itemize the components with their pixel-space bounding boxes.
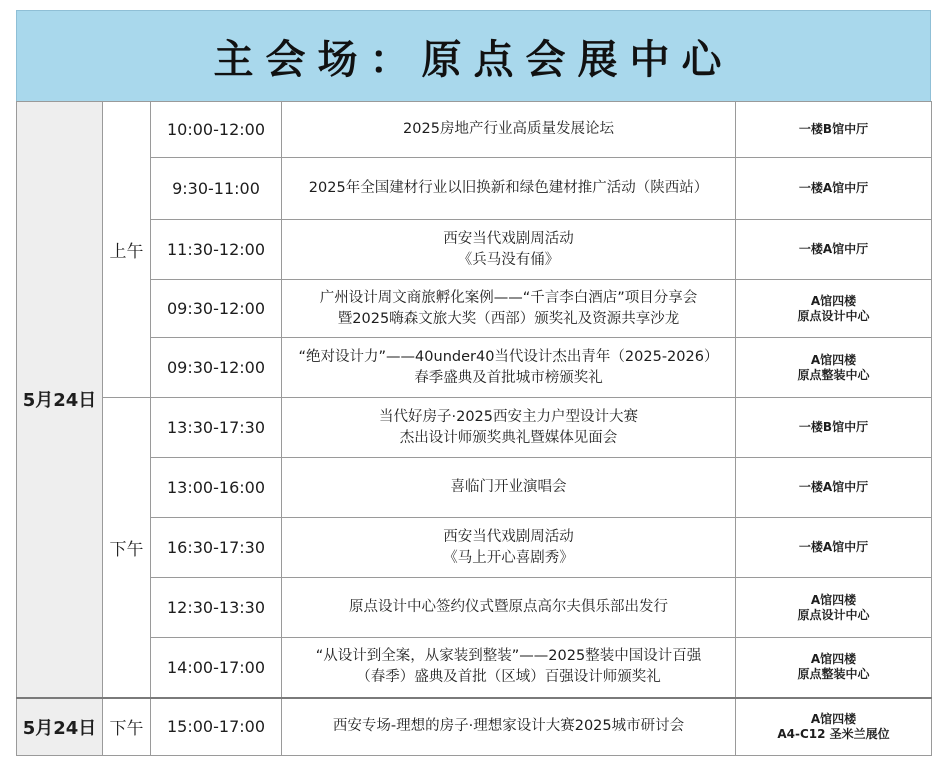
location-cell-line: 原点设计中心 bbox=[797, 607, 870, 622]
event-cell-line: 西安专场-理想的房子·理想家设计大赛2025城市研讨会 bbox=[332, 718, 685, 735]
time-cell bbox=[151, 280, 282, 338]
event-cell-line: 当代好房子·2025西安主力户型设计大赛 bbox=[378, 408, 638, 425]
event-cell-line: 《马上开心喜剧秀》 bbox=[443, 549, 574, 566]
event-cell bbox=[282, 518, 736, 578]
event-cell-line: 2025房地产行业高质量发展论坛 bbox=[403, 121, 614, 137]
location-cell bbox=[736, 338, 932, 398]
time-cell-line: 09:30-12:00 bbox=[167, 358, 265, 377]
time-cell bbox=[151, 638, 282, 698]
time-cell-line: 11:30-12:00 bbox=[167, 240, 265, 259]
location-cell-line: A馆四楼 bbox=[810, 352, 857, 367]
time-cell-line: 12:30-13:30 bbox=[167, 598, 265, 617]
event-cell bbox=[282, 398, 736, 458]
time-cell bbox=[151, 698, 282, 756]
location-cell-line: A馆四楼 bbox=[810, 592, 857, 607]
event-cell-line: 暨2025嗨森文旅大奖（西部）颁奖礼及资源共享沙龙 bbox=[337, 310, 680, 327]
location-cell-line: 一楼B馆中厅 bbox=[798, 122, 869, 136]
event-cell-line: 2025年全国建材行业以旧换新和绿色建材推广活动（陕西站） bbox=[308, 180, 709, 196]
location-cell bbox=[736, 518, 932, 578]
table-row bbox=[17, 518, 932, 578]
location-cell bbox=[736, 280, 932, 338]
location-cell-line: 一楼B馆中厅 bbox=[798, 420, 869, 434]
event-cell-line: 西安当代戏剧周活动 bbox=[443, 528, 574, 545]
time-cell-line: 14:00-17:00 bbox=[167, 657, 265, 677]
event-cell bbox=[282, 458, 736, 518]
event-cell bbox=[282, 102, 736, 158]
event-cell bbox=[282, 338, 736, 398]
time-cell bbox=[151, 158, 282, 220]
location-cell bbox=[736, 458, 932, 518]
time-cell bbox=[151, 338, 282, 398]
table-row bbox=[17, 638, 932, 698]
time-cell bbox=[151, 102, 282, 158]
location-cell-line: 原点整装中心 bbox=[797, 667, 870, 682]
time-cell bbox=[151, 458, 282, 518]
table-row bbox=[17, 458, 932, 518]
location-cell-line: 一楼A馆中厅 bbox=[798, 181, 869, 195]
location-cell-line: A馆四楼 bbox=[810, 293, 857, 308]
event-cell bbox=[282, 578, 736, 638]
event-cell-line: “绝对设计力”——40under40当代设计杰出青年（2025-2026） bbox=[298, 348, 719, 365]
event-cell-line: （春季）盛典及首批（区域）百强设计师颁奖礼 bbox=[356, 669, 661, 686]
location-cell-line: A馆四楼 bbox=[810, 652, 857, 667]
time-cell-line: 15:00-17:00 bbox=[167, 717, 265, 737]
date-cell: 5月24日 bbox=[17, 102, 103, 698]
location-cell-line: 一楼A馆中厅 bbox=[798, 540, 869, 554]
page-title: 主会场：原点会展中心 bbox=[16, 10, 931, 102]
location-cell-line: A馆四楼 bbox=[810, 711, 857, 726]
location-cell bbox=[736, 698, 932, 756]
table-row bbox=[17, 398, 932, 458]
event-cell bbox=[282, 638, 736, 698]
location-cell bbox=[736, 578, 932, 638]
event-cell-line: 西安当代戏剧周活动 bbox=[443, 230, 574, 247]
event-cell bbox=[282, 158, 736, 220]
event-cell-line: 春季盛典及首批城市榜颁奖礼 bbox=[414, 369, 603, 386]
location-cell bbox=[736, 398, 932, 458]
location-cell-line: 一楼A馆中厅 bbox=[798, 480, 869, 494]
time-cell-line: 13:00-16:00 bbox=[167, 478, 265, 497]
period-cell-day2: 下午 bbox=[103, 698, 151, 756]
table-row bbox=[17, 338, 932, 398]
table-row bbox=[17, 158, 932, 220]
period-cell-morning: 上午 bbox=[103, 102, 151, 398]
event-cell-line: 喜临门开业演唱会 bbox=[450, 479, 567, 495]
table-row bbox=[17, 102, 932, 158]
table-row bbox=[17, 280, 932, 338]
time-cell bbox=[151, 518, 282, 578]
event-cell-line: 《兵马没有俑》 bbox=[457, 251, 560, 268]
period-cell-afternoon: 下午 bbox=[103, 398, 151, 698]
schedule-table bbox=[16, 101, 932, 756]
location-cell-line: 原点设计中心 bbox=[797, 308, 870, 323]
event-cell bbox=[282, 220, 736, 280]
table-row bbox=[17, 698, 932, 756]
location-cell-line: A4-C12 圣米兰展位 bbox=[777, 726, 890, 741]
time-cell-line: 09:30-12:00 bbox=[167, 299, 265, 318]
time-cell bbox=[151, 220, 282, 280]
time-cell bbox=[151, 578, 282, 638]
date-cell: 5月24日 bbox=[17, 698, 103, 756]
location-cell bbox=[736, 638, 932, 698]
event-cell-line: 广州设计周文商旅孵化案例——“千言李白酒店”项目分享会 bbox=[319, 289, 698, 306]
table-row bbox=[17, 578, 932, 638]
location-cell bbox=[736, 158, 932, 220]
time-cell-line: 10:00-12:00 bbox=[167, 120, 265, 139]
event-cell bbox=[282, 280, 736, 338]
time-cell-line: 13:30-17:30 bbox=[167, 418, 265, 437]
time-cell-line: 16:30-17:30 bbox=[167, 538, 265, 557]
event-cell-line: 杰出设计师颁奖典礼暨媒体见面会 bbox=[399, 429, 618, 446]
location-cell bbox=[736, 220, 932, 280]
event-cell-line: “从设计到全案，从家装到整装”——2025整装中国设计百强 bbox=[315, 648, 702, 665]
table-row bbox=[17, 220, 932, 280]
location-cell-line: 原点整装中心 bbox=[797, 367, 870, 382]
time-cell bbox=[151, 398, 282, 458]
time-cell-line: 9:30-11:00 bbox=[172, 179, 260, 198]
event-cell-line: 原点设计中心签约仪式暨原点高尔夫俱乐部出发行 bbox=[349, 599, 668, 615]
location-cell bbox=[736, 102, 932, 158]
event-cell bbox=[282, 698, 736, 756]
location-cell-line: 一楼A馆中厅 bbox=[798, 242, 869, 256]
